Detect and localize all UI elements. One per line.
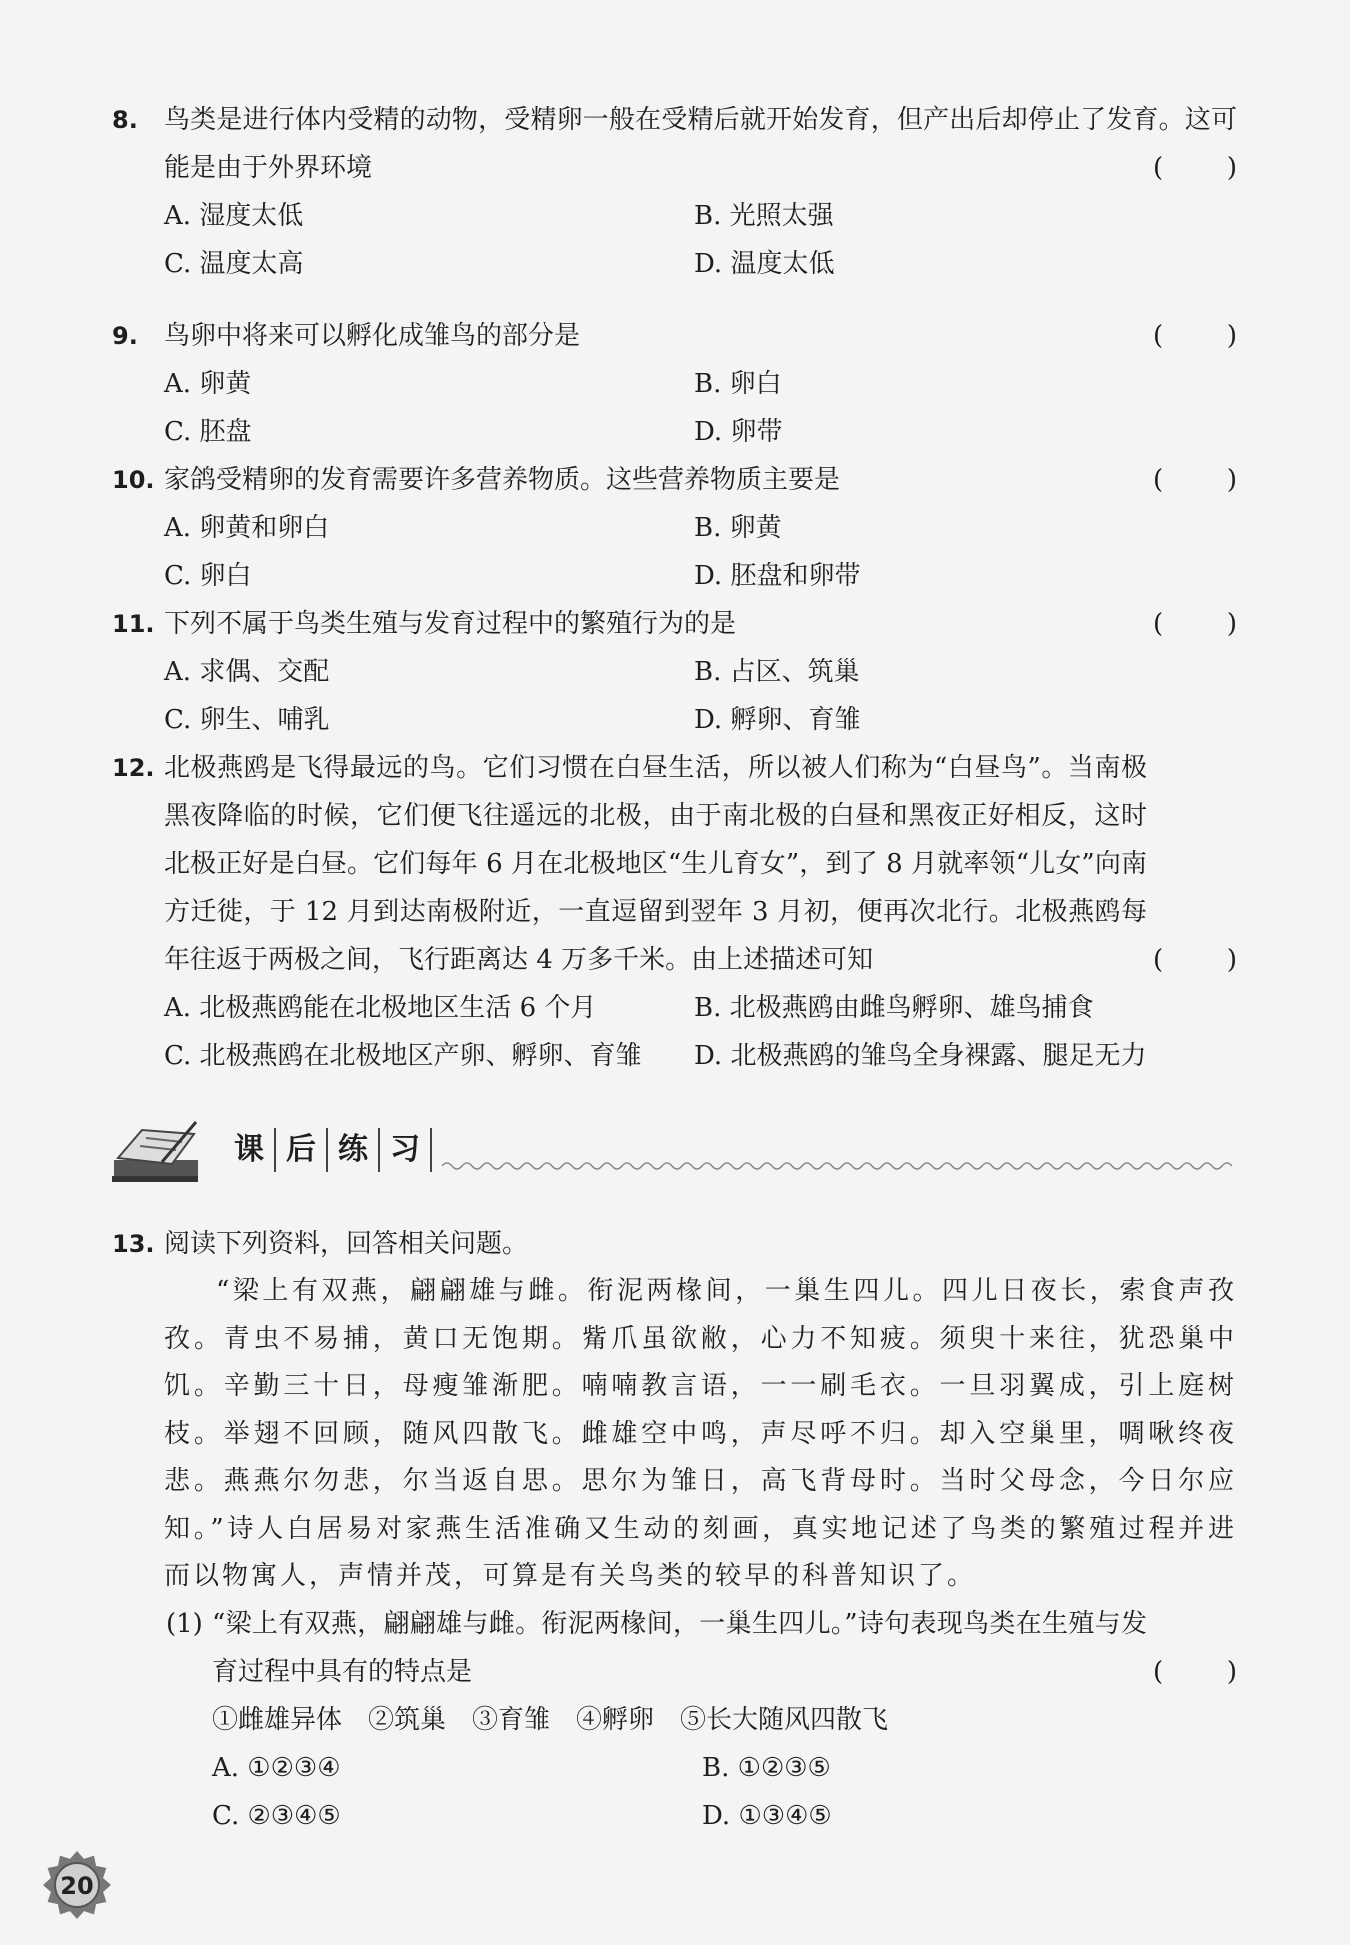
question-11 [112,600,1237,744]
option-b[interactable]: B. ①②③⑤ [702,1753,831,1783]
option-a[interactable]: A. 求偶、交配 [164,657,330,687]
option-c[interactable]: C. ②③④⑤ [212,1801,341,1831]
question-stem: 鸟卵中将来可以孵化成雏鸟的部分是 [164,321,581,351]
question-stem: 家鸽受精卵的发育需要许多营养物质。这些营养物质主要是 [164,465,841,495]
option-c[interactable]: C. 卵白 [164,561,252,591]
choice-list: ①雌雄异体 ②筑巢 ③育雏 ④孵卵 ⑤长大随风四散飞 [212,1705,889,1735]
option-b[interactable]: B. 光照太强 [694,201,834,231]
option-d[interactable]: D. ①③④⑤ [702,1801,832,1831]
question-8 [112,96,1237,288]
option-d[interactable]: D. 温度太低 [694,249,835,279]
notebook-pen-icon [112,1120,198,1182]
question-13-part-1 [112,1600,1237,1840]
question-number: 10. [112,466,155,494]
question-stem: 鸟类是进行体内受精的动物，受精卵一般在受精后就开始发育，但产出后却停止了发育。这可能是由于外界环境 [164,105,1237,183]
option-b[interactable]: B. 占区、筑巢 [694,657,860,687]
question-number: 11. [112,610,155,638]
answer-blank[interactable]: ( ) [1153,153,1237,183]
option-d[interactable]: D. 北极燕鸥的雏鸟全身裸露、腿足无力 [694,1041,1147,1071]
page-number-badge [42,1850,112,1920]
option-d[interactable]: D. 卵带 [694,417,783,447]
option-a[interactable]: A. ①②③④ [212,1753,341,1783]
option-a[interactable]: A. 卵黄和卵白 [164,513,330,543]
sub-question-stem: “梁上有双燕，翩翩雄与雌。衔泥两椽间，一巢生四儿。”诗句表现鸟类在生殖与发育过程中具有的特点是 [212,1609,1147,1687]
option-a[interactable]: A. 卵黄 [164,369,252,399]
page-number: 20 [60,1872,94,1900]
question-stem: 北极燕鸥是飞得最远的鸟。它们习惯在白昼生活，所以被人们称为“白昼鸟”。当南极黑夜降临的时候，它们便飞往遥远的北极，由于南北极的白昼和黑夜正好相反，这时北极正好是白昼。它们每年 6 月在北极地区“生儿育女”，到了 8 月就率领“儿女”向南方迁徙，于 12 月到达南极附近，一直逗留到翌年 3 月初，便再次北行。北极燕鸥每年往返于两极之间，飞行距离达 4 万多千米。由上述描述可知 [164,753,1147,975]
answer-blank[interactable]: ( ) [1153,945,1237,975]
section-banner [112,1120,1237,1184]
option-c[interactable]: C. 胚盘 [164,417,252,447]
answer-blank[interactable]: ( ) [1153,465,1237,495]
question-number: 13. [112,1230,155,1258]
question-9 [112,312,1237,456]
option-c[interactable]: C. 温度太高 [164,249,304,279]
option-a[interactable]: A. 湿度太低 [164,201,304,231]
option-b[interactable]: B. 卵白 [694,369,782,399]
answer-blank[interactable]: ( ) [1153,609,1237,639]
answer-blank[interactable]: ( ) [1153,321,1237,351]
question-number: 9. [112,322,138,350]
reading-passage: “梁上有双燕，翩翩雄与雌。衔泥两椽间，一巢生四儿。四儿日夜长，索食声孜孜。青虫不易捕，黄口无饱期。觜爪虽欲敝，心力不知疲。须臾十来往，犹恐巢中饥。辛勤三十日，母瘦雏渐肥。喃喃教言语，一一刷毛衣。一旦羽翼成，引上庭树枝。举翅不回顾，随风四散飞。雌雄空中鸣，声尽呼不归。却入空巢里，啁啾终夜悲。燕燕尔勿悲，尔当返自思。思尔为雏日，高飞背母时。当时父母念，今日尔应知。”诗人白居易对家燕生活准确又生动的刻画，真实地记述了鸟类的繁殖过程并进而以物寓人，声情并茂，可算是有关鸟类的较早的科普知识了。 [164,1276,1237,1591]
question-stem: 阅读下列资料，回答相关问题。 [164,1229,529,1259]
option-d[interactable]: D. 孵卵、育雏 [694,705,861,735]
question-10 [112,456,1237,600]
option-b[interactable]: B. 北极燕鸥由雌鸟孵卵、雄鸟捕食 [694,993,1094,1023]
sub-question-number: (1) [166,1609,203,1639]
question-number: 8. [112,106,138,134]
question-number: 12. [112,754,155,782]
answer-blank[interactable]: ( ) [1153,1657,1237,1687]
wavy-divider [442,1160,1232,1172]
option-c[interactable]: C. 卵生、哺乳 [164,705,330,735]
option-d[interactable]: D. 胚盘和卵带 [694,561,861,591]
option-c[interactable]: C. 北极燕鸥在北极地区产卵、孵卵、育雏 [164,1041,642,1071]
option-a[interactable]: A. 北极燕鸥能在北极地区生活 6 个月 [164,993,597,1023]
question-13 [112,1220,1237,1268]
section-title: 课 后 练 习 [224,1128,432,1172]
question-12 [112,744,1237,1080]
question-stem: 下列不属于鸟类生殖与发育过程中的繁殖行为的是 [164,609,737,639]
option-b[interactable]: B. 卵黄 [694,513,782,543]
